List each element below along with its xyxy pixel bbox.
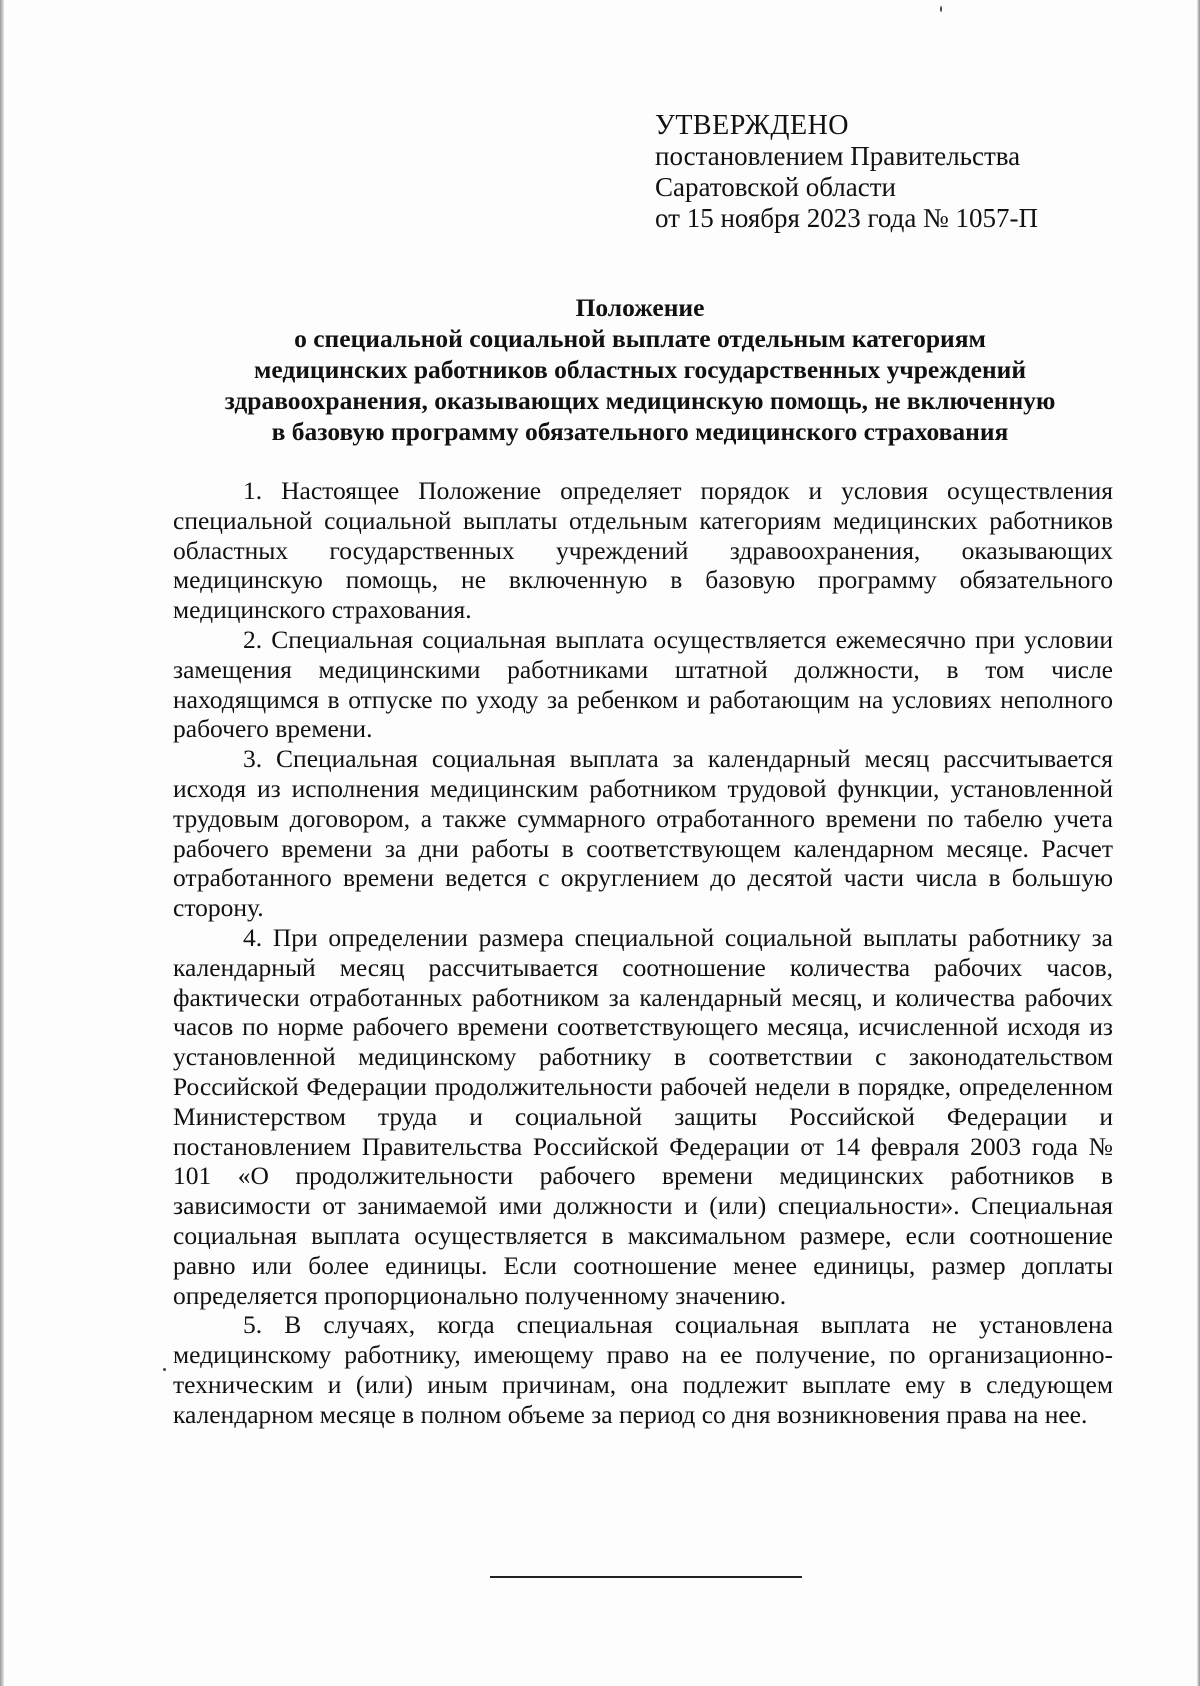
approval-stamp: УТВЕРЖДЕНО [655, 110, 850, 141]
end-divider [490, 1576, 802, 1578]
document-body [173, 476, 1113, 1430]
document-title [160, 292, 1120, 447]
approval-block [655, 110, 1075, 234]
title-line-3: медицинских работников областных государственных учреждений [253, 355, 1027, 384]
paragraph-1: 1. Настоящее Положение определяет порядок и условия осуществления специальной социальной выплаты отдельным категориям медицинских работников областных государственных учреждений здравоохранения, оказывающих медицинскую помощь, не включенную в базовую программу обязательного медицинского страхования. [173, 476, 1113, 625]
paragraph-4: 4. При определении размера специальной социальной выплаты работнику за календарный месяц рассчитывается соотношение количества рабочих часов, фактически отработанных работником за календарный месяц, и количества рабочих часов по норме рабочего времени соответствующего месяца, исчисленной исходя из установленной медицинскому работнику в соответствии с законодательством Российской Федерации продолжительности рабочей недели в порядке, определенном Министерством труда и социальной защиты Российской Федерации и постановлением Правительства Российской Федерации от 14 февраля 2003 года № 101 «О продолжительности рабочего времени медицинских работников в зависимости от занимаемой ими должности и (или) специальности». Специальная социальная выплата осуществляется в максимальном размере, если соотношение равно или более единицы. Если соотношение менее единицы, размер доплаты определяется пропорционально полученному значению. [173, 922, 1113, 1310]
scan-speck [940, 6, 942, 12]
title-line-4: здравоохранения, оказывающих медицинскую помощь, не включенную [224, 386, 1056, 415]
approval-line-3: от 15 ноября 2023 года № 1057-П [655, 203, 1039, 233]
paragraph-2: 2. Специальная социальная выплата осуществляется ежемесячно при условии замещения медицинскими работниками штатной должности, в том числе находящимся в отпуске по уходу за ребенком и работающим на условиях неполного рабочего времени. [173, 624, 1113, 744]
title-line-5: в базовую программу обязательного медицинского страхования [271, 417, 1009, 446]
approval-line-1: постановлением Правительства [655, 141, 1021, 171]
title-line-2: о специальной социальной выплате отдельным категориям [294, 324, 986, 353]
scan-speck [163, 1368, 166, 1371]
paragraph-5: 5. В случаях, когда специальная социальная выплата не установлена медицинскому работнику, имеющему право на ее получение, по организационно-техническим и (или) иным причинам, она подлежит выплате ему в следующем календарном месяце в полном объеме за период со дня возникновения права на нее. [173, 1310, 1113, 1429]
title-line-1: Положение [575, 293, 705, 322]
paragraph-3: 3. Специальная социальная выплата за календарный месяц рассчитывается исходя из исполнения медицинским работником трудовой функции, установленной трудовым договором, а также суммарного отработанного времени по табелю учета рабочего времени за дни работы в соответствующем календарном месяце. Расчет отработанного времени ведется с округлением до десятой части числа в большую сторону. [173, 744, 1113, 923]
scan-edge-left [0, 0, 4, 1686]
approval-line-2: Саратовской области [655, 172, 896, 202]
